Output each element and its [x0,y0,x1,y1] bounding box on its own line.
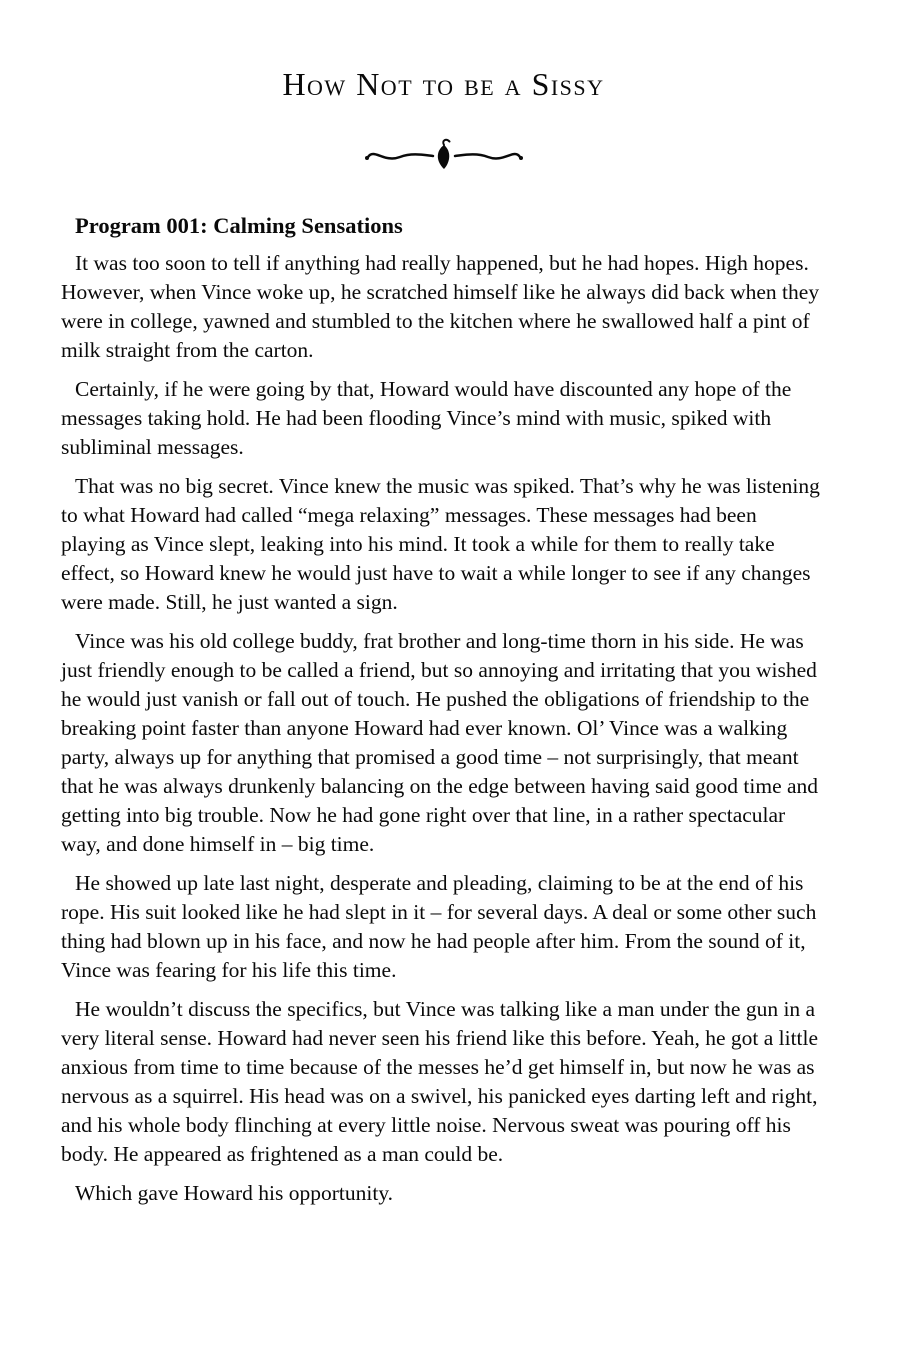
story-paragraph: That was no big secret. Vince knew the music was spiked. That’s why he was listening to what Howard had called “mega relaxing” messages. These messages had been playing as Vince slept, leaking into his mind. It took a while for them to really take effect, so Howard knew he would just have to wait a while longer to see if any changes were made. Still, he just wanted a sign. [61,474,820,614]
chapter-title: How Not to be a Sissy [282,66,605,102]
story-text [61,249,826,1208]
story-paragraph: It was too soon to tell if anything had really happened, but he had hopes. High hopes. However, when Vince woke up, he scratched himself like he always did back when they were in college, yawned and stumbled to the kitchen where he swallowed half a pint of milk straight from the carton. [61,251,820,362]
flourish-divider-icon [359,136,529,174]
story-paragraph: Certainly, if he were going by that, Howard would have discounted any hope of the messages taking hold. He had been flooding Vince’s mind with music, spiked with subliminal messages. [61,377,792,459]
story-paragraph: Which gave Howard his opportunity. [75,1181,394,1205]
program-heading: Program 001: Calming Sensations [75,213,403,238]
story-paragraph: He wouldn’t discuss the specifics, but Vince was talking like a man under the gun in a very literal sense. Howard had never seen his friend like this before. Yeah, he got a little anxious from time to time because of the messes he’d get himself in, but now he was as nervous as a squirrel. His head was on a swivel, his panicked eyes darting left and right, and his whole body flinching at every little noise. Nervous sweat was pouring off his body. He appeared as frightened as a man could be. [61,997,819,1166]
story-paragraph: He showed up late last night, desperate and pleading, claiming to be at the end of his rope. His suit looked like he had slept in it – for several days. A deal or some other such thing had blown up in his face, and now he had people after him. From the sound of it, Vince was fearing for his life this time. [61,871,817,982]
story-paragraph: Vince was his old college buddy, frat brother and long-time thorn in his side. He was just friendly enough to be called a friend, but so annoying and irritating that you wished he would just vanish or fall out of touch. He pushed the obligations of friendship to the breaking point faster than anyone Howard had ever known. Ol’ Vince was a walking party, always up for anything that promised a good time – not surprisingly, that meant that he was always drunkenly balancing on the edge between having said good time and getting into big trouble. Now he had gone right over that line, in a rather spectacular way, and done himself in – big time. [61,629,819,856]
